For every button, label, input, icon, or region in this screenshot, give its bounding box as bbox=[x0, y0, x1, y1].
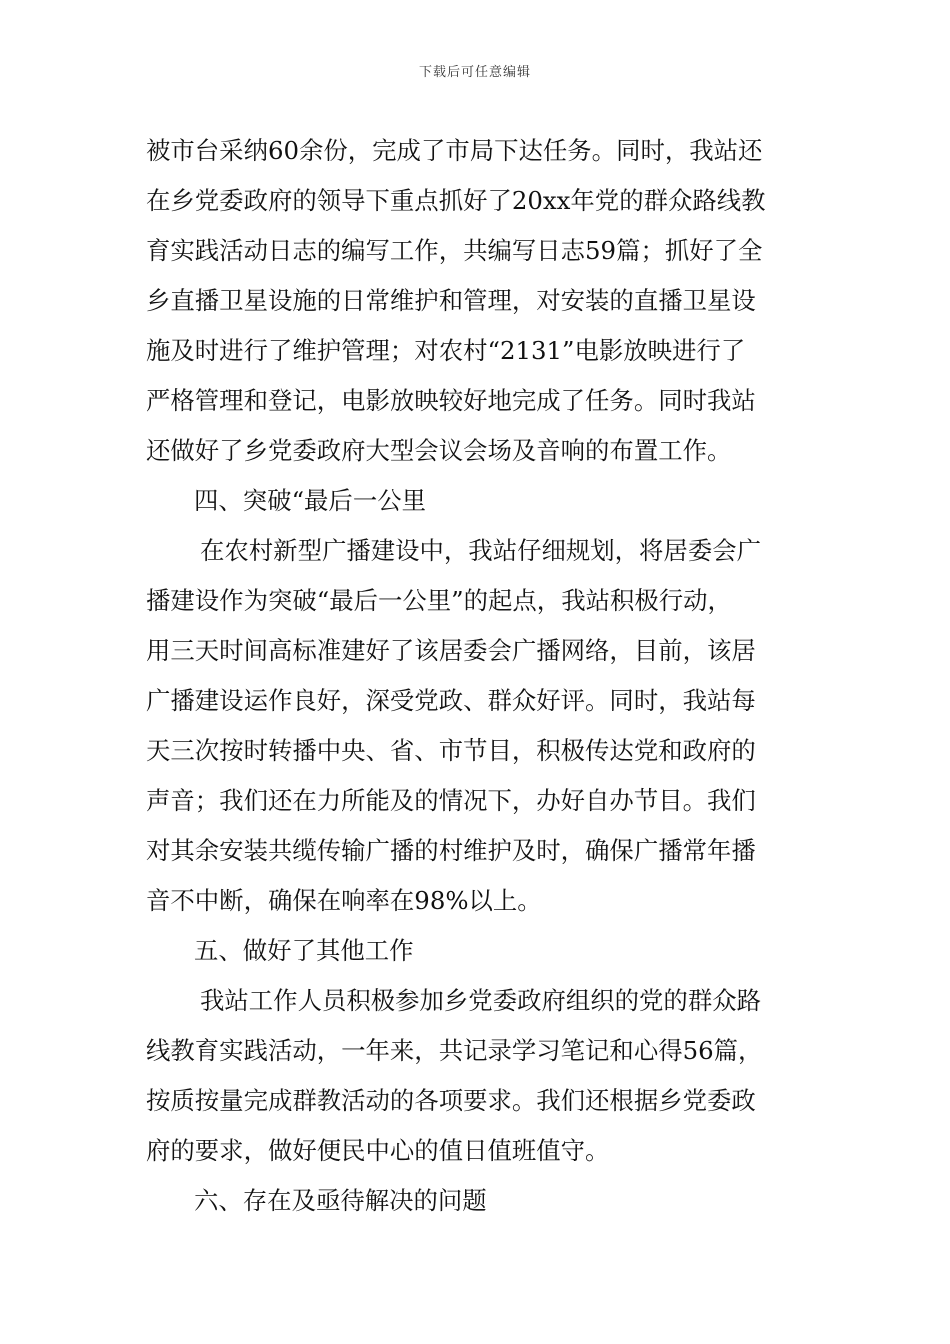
text-line: 声音；我们还在力所能及的情况下，办好自办节目。我们 bbox=[146, 786, 756, 815]
text-line: 在农村新型广播建设中，我站仔细规划，将居委会广 bbox=[200, 536, 761, 565]
text-line: 还做好了乡党委政府大型会议会场及音响的布置工作。 bbox=[146, 436, 732, 465]
text-line: 被市台采纳60余份，完成了市局下达任务。同时，我站还 bbox=[146, 136, 763, 165]
section-heading: 六、存在及亟待解决的问题 bbox=[194, 1186, 487, 1215]
text-line: 用三天时间高标准建好了该居委会广播网络，目前，该居 bbox=[146, 636, 756, 665]
text-line: 对其余安装共缆传输广播的村维护及时，确保广播常年播 bbox=[146, 836, 756, 865]
text-line: 按质按量完成群教活动的各项要求。我们还根据乡党委政 bbox=[146, 1086, 756, 1115]
text-line: 严格管理和登记，电影放映较好地完成了任务。同时我站 bbox=[146, 386, 756, 415]
text-line: 乡直播卫星设施的日常维护和管理，对安装的直播卫星设 bbox=[146, 286, 756, 315]
text-line: 播建设作为突破“最后一公里”的起点，我站积极行动， bbox=[146, 586, 732, 615]
text-line: 我站工作人员积极参加乡党委政府组织的党的群众路 bbox=[200, 986, 761, 1015]
text-line: 线教育实践活动，一年来，共记录学习笔记和心得56篇， bbox=[146, 1036, 763, 1065]
section-heading: 四、突破“最后一公里 bbox=[194, 486, 426, 515]
document-body bbox=[146, 126, 810, 1226]
text-line: 在乡党委政府的领导下重点抓好了20xx年党的群众路线教 bbox=[146, 186, 766, 215]
text-line: 施及时进行了维护管理；对农村“2131”电影放映进行了 bbox=[146, 336, 746, 365]
text-line: 育实践活动日志的编写工作，共编写日志59篇；抓好了全 bbox=[146, 236, 763, 265]
section-heading: 五、做好了其他工作 bbox=[194, 936, 414, 965]
text-line: 天三次按时转播中央、省、市节目，积极传达党和政府的 bbox=[146, 736, 756, 765]
text-line: 广播建设运作良好，深受党政、群众好评。同时，我站每 bbox=[146, 686, 756, 715]
page-header: 下载后可任意编辑 bbox=[418, 65, 531, 80]
text-line: 府的要求，做好便民中心的值日值班值守。 bbox=[146, 1136, 610, 1165]
text-line: 音不中断，确保在响率在98%以上。 bbox=[146, 886, 542, 915]
